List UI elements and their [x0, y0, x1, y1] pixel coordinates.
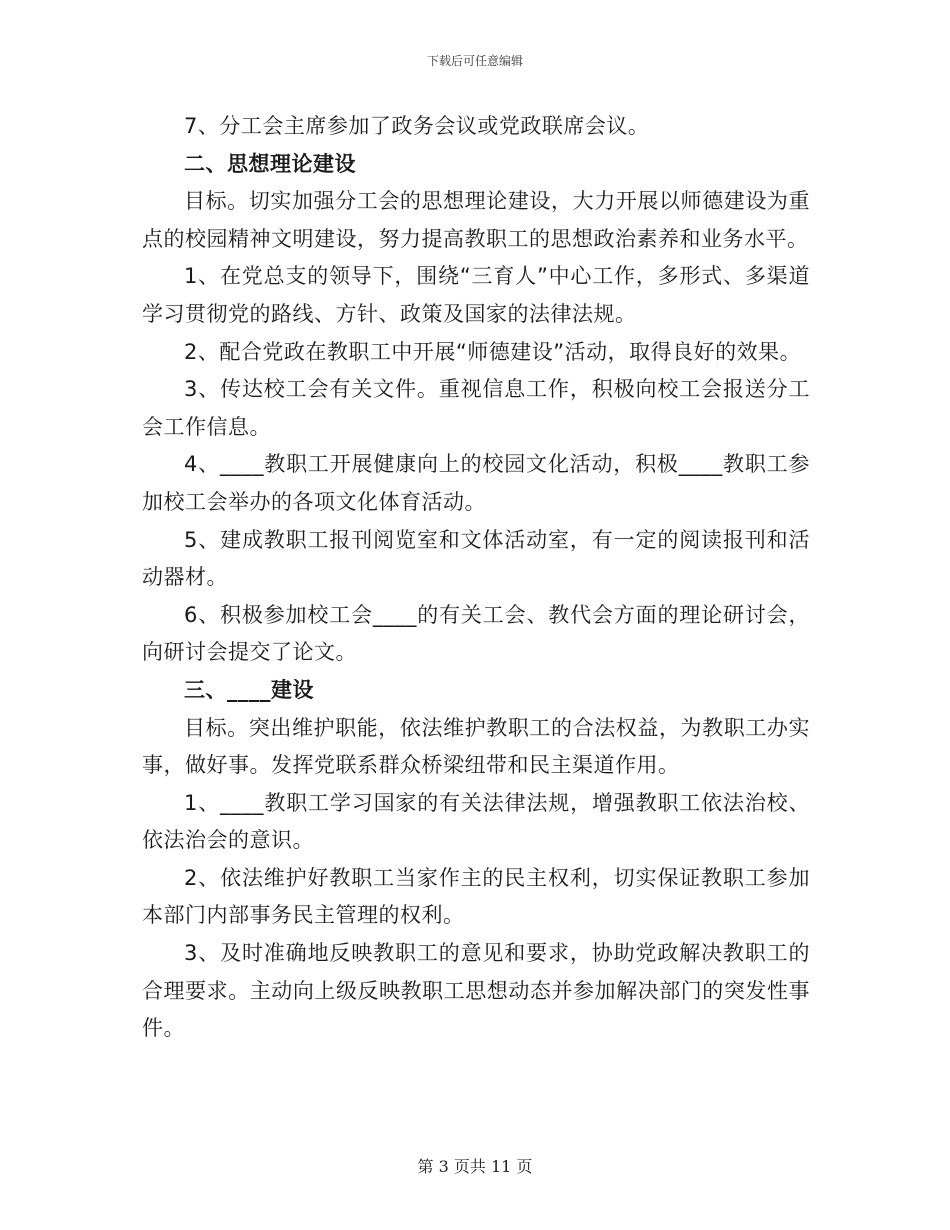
section-3-goal: 目标。突出维护职能，依法维护教职工的合法权益，为教职工办实事，做好事。发挥党联系群众桥梁纽带和民主渠道作用。 — [142, 715, 810, 778]
paragraph-item-7: 7、分工会主席参加了政务会议或党政联席会议。 — [184, 114, 650, 138]
section-2-goal: 目标。切实加强分工会的思想理论建设，大力开展以师德建设为重点的校园精神文明建设，努力提高教职工的思想政治素养和业务水平。 — [142, 189, 810, 251]
document-body — [142, 108, 810, 1048]
section-2-item-4: 4、____教职工开展健康向上的校园文化活动，积极____教职工参加校工会举办的各项文化体育活动。 — [142, 452, 810, 514]
page-number: 第 3 页共 11 页 — [417, 1157, 533, 1176]
section-heading-3: 三、____建设 — [184, 677, 314, 702]
section-3-item-1: 1、____教职工学习国家的有关法律法规，增强教职工依法治校、依法治会的意识。 — [142, 790, 810, 853]
section-3-item-2: 2、依法维护好教职工当家作主的民主权利，切实保证教职工参加本部门内部事务民主管理的权利。 — [142, 865, 810, 928]
section-2-item-6: 6、积极参加校工会____的有关工会、教代会方面的理论研讨会，向研讨会提交了论文。 — [142, 602, 810, 665]
section-2-item-1: 1、在党总支的领导下，围绕“三育人”中心工作，多形式、多渠道学习贯彻党的路线、方针、政策及国家的法律法规。 — [142, 264, 810, 326]
section-2-item-5: 5、建成教职工报刊阅览室和文体活动室，有一定的阅读报刊和活动器材。 — [142, 527, 810, 590]
section-3-item-3: 3、及时准确地反映教职工的意见和要求，协助党政解决教职工的合理要求。主动向上级反映教职工思想动态并参加解决部门的突发性事件。 — [142, 941, 810, 1041]
section-heading-2: 二、思想理论建设 — [184, 151, 356, 176]
section-2-item-3: 3、传达校工会有关文件。重视信息工作，积极向校工会报送分工会工作信息。 — [142, 377, 810, 439]
section-2-item-2: 2、配合党政在教职工中开展“师德建设”活动，取得良好的效果。 — [184, 339, 802, 364]
page-header: 下载后可任意编辑 — [426, 54, 523, 68]
